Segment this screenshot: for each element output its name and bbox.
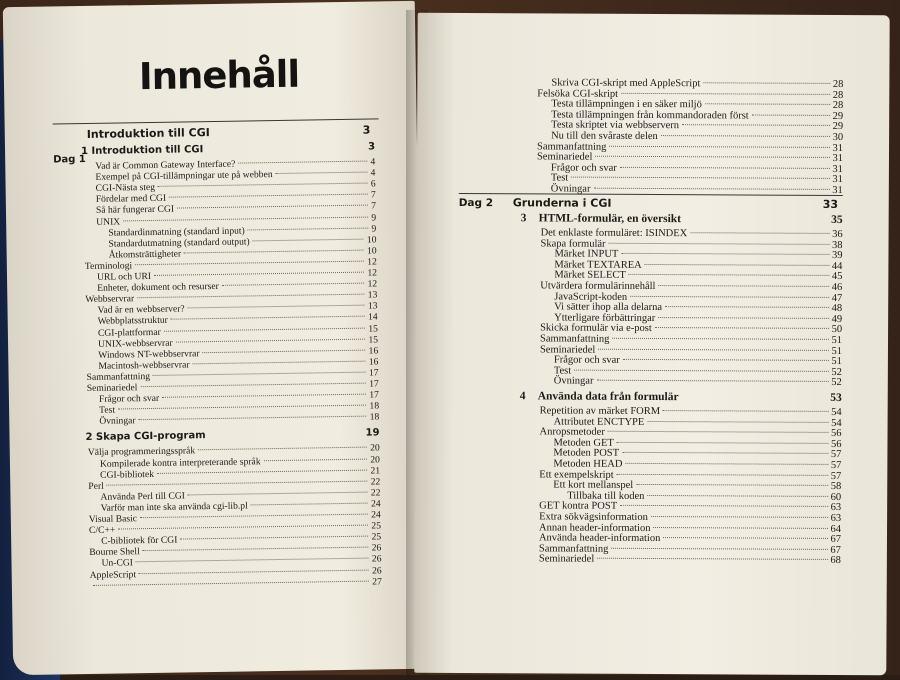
toc-entry-page: 51 (831, 345, 842, 357)
toc-leader-dots (203, 349, 366, 353)
toc-entry-page: 15 (368, 334, 379, 346)
toc-leader-dots (137, 294, 365, 299)
toc-entry-page: 38 (831, 239, 843, 251)
toc-leader-dots (622, 452, 828, 454)
toc-entry-title: AppleScript (89, 568, 137, 581)
toc-entry-page: 58 (830, 481, 842, 493)
toc-entry-page: 31 (832, 163, 843, 175)
toc-entry-title: Ett exempelskript (539, 469, 614, 481)
toc-leader-dots (630, 295, 829, 297)
toc-entry-page: 57 (830, 459, 842, 471)
toc-leader-dots (154, 272, 364, 276)
toc-leader-dots (574, 369, 828, 371)
toc-entry-page: 18 (369, 411, 380, 423)
toc-entry-title: Sammanfattning (86, 370, 151, 383)
toc-entry-page: 51 (831, 356, 842, 368)
toc-entry-page: 16 (368, 356, 379, 368)
toc-entry-title: 2 Skapa CGI-program (85, 430, 206, 444)
toc-entry-title: Kompilerade kontra interpreterande språk (99, 455, 261, 470)
toc-leader-dots (682, 125, 830, 127)
toc-leader-dots (617, 442, 828, 444)
toc-entry-title: C/C++ (88, 524, 116, 537)
toc-entry-title: Använda Perl till CGI (100, 490, 186, 503)
toc-leader-dots (276, 172, 368, 174)
toc-entry-title: Så här fungerar CGI (95, 204, 175, 217)
toc-entry-page: 30 (832, 131, 844, 143)
toc-entry-title: Anropsmetoder (539, 426, 605, 438)
chapter-heading (520, 390, 842, 404)
toc-leader-dots (162, 394, 366, 398)
toc-entry-page: 26 (371, 564, 382, 577)
toc-entry-title: Det enklaste formuläret: ISINDEX (540, 227, 688, 240)
toc-entry-page: 31 (832, 153, 844, 165)
toc-entry-page: 7 (370, 189, 376, 201)
toc-entry-page: 26 (371, 542, 382, 554)
toc-entry-page: 67 (830, 534, 842, 546)
toc-leader-dots (598, 348, 828, 350)
chapter-title: Använda data från formulär (537, 390, 679, 404)
toc-leader-dots (180, 536, 368, 540)
toc-leader-dots (184, 249, 364, 253)
toc-entry-page: 60 (830, 491, 842, 503)
toc-entry-title: Frågor och svar (550, 162, 617, 174)
toc-entry-title: UNIX (96, 215, 121, 228)
dag-label: Dag 1 (53, 153, 86, 166)
toc-entry-title: GET kontra POST (539, 500, 618, 513)
toc-leader-dots (655, 327, 829, 329)
toc-leader-dots (609, 145, 829, 147)
toc-leader-dots (171, 316, 365, 320)
toc-entry-title: Testa skriptet via webbservern (551, 119, 680, 132)
toc-entry-title: Vad är en webbserver? (97, 303, 185, 317)
toc-entry-page: 20 (370, 442, 380, 454)
toc-leader-dots (705, 103, 830, 105)
toc-entry-page: 68 (830, 555, 841, 567)
dag-page: 3 (362, 123, 371, 137)
toc-entry-title: Skapa formulär (540, 238, 606, 250)
toc-leader-dots (661, 135, 830, 137)
toc-entry-title: Sammanfattning (539, 333, 610, 345)
toc-entry-title: Skriva CGI-skript med AppleScript (551, 77, 701, 90)
toc-entry-title: Övningar (550, 183, 591, 195)
toc-entry-page: 7 (371, 200, 377, 212)
toc-entry-title: Enheter, dokument och resurser (97, 281, 219, 294)
toc-entry-title: Fördelar med CGI (95, 193, 167, 206)
toc-entry-page: 56 (831, 428, 842, 440)
toc-entry-title: Ett kort mellanspel (553, 479, 634, 492)
toc-leader-dots (654, 527, 828, 529)
toc-entry-title: Exempel på CGI-tillämpningar ute på webben (95, 169, 273, 183)
toc-leader-dots (621, 92, 830, 94)
toc-entry-page: 22 (370, 487, 381, 499)
toc-entry-title: Seminariedel (536, 151, 593, 163)
toc-leader-dots (140, 383, 366, 388)
toc-entry-page: 19 (365, 427, 380, 440)
toc-entry-page: 15 (368, 322, 378, 335)
toc-entry-title: Visual Basic (88, 513, 138, 525)
toc-entry-title: UNIX-webbservrar (97, 337, 173, 350)
toc-leader-dots (617, 473, 828, 475)
toc-leader-dots (164, 327, 366, 331)
toc-entry-title: Skicka formulär via e-post (540, 322, 652, 335)
toc-entry-page: 24 (370, 498, 381, 510)
toc-leader-dots (253, 238, 364, 241)
toc-entry-title: Varför man inte ska använda cgi-lib.pl (100, 500, 248, 514)
toc-entry-title: Macintosh-webbservrar (98, 359, 190, 372)
toc-entry-page: 51 (831, 334, 843, 346)
toc-entry-title: Extra sökvägsinformation (539, 511, 648, 523)
toc-entry-page: 28 (832, 89, 844, 101)
toc-entry-page: 13 (367, 300, 378, 312)
toc-leader-dots (136, 558, 369, 563)
toc-entry-page: 67 (830, 544, 841, 556)
toc-entry-page: 63 (830, 502, 842, 514)
toc-leader-dots (658, 285, 828, 287)
toc-entry-title: C-bibliotek för CGI (101, 534, 178, 547)
toc-leader-dots (636, 484, 828, 486)
page-title: Innehåll (138, 52, 300, 99)
toc-entry-page: 57 (830, 470, 842, 482)
toc-entry-page: 16 (368, 345, 379, 357)
toc-leader-dots (658, 317, 828, 319)
toc-entry-page: 39 (831, 250, 843, 262)
toc-leader-dots (118, 405, 367, 410)
toc-entry-page: 26 (371, 553, 382, 565)
toc-entry-page: 44 (831, 260, 843, 272)
toc-entry-title: CGI-Nästa steg (95, 182, 156, 195)
toc-leader-dots (193, 360, 366, 364)
toc-leader-dots (177, 205, 368, 209)
toc-leader-dots (143, 547, 369, 552)
toc-leader-dots (663, 410, 828, 412)
toc-entry-title: Perl (88, 480, 104, 492)
toc-entry-title: Tillbaka till koden (567, 490, 645, 502)
toc-leader-dots (597, 558, 827, 560)
toc-entry-title: Metoden HEAD (553, 458, 623, 470)
toc-entry-page: 17 (369, 389, 380, 401)
dag-label: Dag 2 (458, 196, 494, 210)
toc-entry-title: Märket SELECT (554, 269, 626, 282)
toc-entry (85, 428, 379, 444)
toc-entry-page: 25 (371, 520, 382, 532)
toc-entry-title: Utvärdera formulärinnehåll (540, 280, 656, 293)
toc-entry-title: Övningar (99, 415, 136, 428)
toc-leader-dots (118, 525, 368, 530)
toc-entry-title: Test (99, 404, 116, 417)
left-page (3, 1, 425, 675)
toc-entry-page: 57 (830, 449, 842, 461)
toc-entry-title: Seminariedel (86, 382, 138, 395)
toc-leader-dots (620, 167, 830, 169)
toc-entry-page: 17 (369, 378, 379, 390)
toc-leader-dots (198, 447, 367, 451)
toc-leader-dots (140, 514, 368, 519)
toc-leader-dots (264, 458, 368, 461)
toc-leader-dots (651, 516, 828, 518)
toc-entry-title: Övningar (553, 375, 594, 388)
toc-leader-dots (647, 421, 828, 423)
toc-leader-dots (609, 242, 829, 244)
toc-entry-page: 12 (367, 278, 378, 290)
toc-entry-title: Seminariedel (538, 553, 595, 566)
chapter-page: 53 (830, 391, 842, 404)
toc-entry-page: 48 (831, 303, 843, 315)
toc-entry-title: Felsöka CGI-skript (537, 87, 619, 100)
toc-entry-page: 31 (832, 174, 843, 186)
toc-entry-page: 28 (832, 78, 844, 90)
toc-entry-page: 64 (830, 523, 842, 535)
toc-leader-dots (663, 537, 827, 539)
toc-leader-dots (595, 156, 829, 158)
toc-entry-title: Sammanfattning (538, 543, 609, 555)
toc-leader-dots (665, 306, 829, 308)
toc-entry-page: 63 (830, 512, 842, 524)
toc-entry-title: Bourne Shell (89, 546, 140, 559)
toc-entry (81, 141, 375, 157)
toc-entry-page: 12 (367, 267, 378, 279)
dag-page: 33 (822, 197, 839, 211)
toc-leader-dots (571, 177, 829, 179)
toc-entry-page: 25 (371, 531, 382, 543)
toc-entry-page: 52 (831, 366, 842, 378)
toc-entry-page: 54 (831, 406, 842, 418)
toc-entry-page: 49 (831, 313, 843, 325)
toc-entry-page: 10 (366, 234, 377, 246)
toc-leader-dots (157, 469, 368, 473)
toc-entry-title: Märket INPUT (554, 248, 619, 261)
toc-entry-title: CGI-plattformar (97, 326, 161, 339)
toc-entry-title: URL och URI (96, 270, 152, 283)
toc-entry-page: 29 (832, 110, 844, 122)
toc-entry-title: Repetition av märket FORM (539, 405, 661, 418)
toc-entry-title: Testa tillämpningen i en säker miljö (551, 98, 702, 111)
toc-entry-page: 31 (832, 142, 844, 154)
toc-leader-dots (647, 495, 827, 497)
toc-leader-dots (158, 183, 368, 187)
toc-entry-page: 14 (368, 311, 378, 323)
toc-leader-dots (135, 261, 364, 266)
toc-entry-page: 28 (832, 100, 844, 112)
toc-entry-title: Annan header-information (539, 522, 651, 534)
toc-leader-dots (608, 431, 828, 433)
toc-entry-page: 46 (831, 281, 843, 293)
right-page (414, 13, 889, 675)
toc-entry-page: 6 (370, 178, 376, 190)
toc-entry-title: Attributet ENCTYPE (553, 416, 645, 428)
toc-leader-dots (123, 216, 368, 221)
toc-entry-page: 12 (367, 256, 377, 268)
toc-leader-dots (629, 274, 829, 276)
toc-entry-title: Välja programmeringsspråk (87, 445, 196, 459)
toc-entry-page: 54 (831, 417, 842, 429)
toc-leader-dots (169, 194, 368, 198)
toc-entry-title: Vad är Common Gateway Interface? (95, 158, 236, 172)
toc-leader-dots (620, 505, 828, 507)
toc-entry-title: Vi sätter ihop alla delarna (554, 301, 663, 314)
toc-leader-dots (238, 161, 367, 164)
toc-entry-page: 20 (370, 453, 381, 466)
chapter-title: HTML-formulär, en översikt (538, 212, 682, 226)
chapter-page: 35 (831, 213, 843, 226)
toc-entry-page: 17 (368, 367, 379, 379)
dag-title: Introduktion till CGI (86, 126, 210, 141)
toc-entry-page: 3 (367, 141, 376, 153)
toc-entry-page: 9 (371, 211, 377, 224)
toc-entry-title: Test (553, 365, 572, 377)
toc-leader-dots (752, 114, 830, 115)
toc-entry-page: 31 (832, 184, 843, 196)
toc-entry-title: Terminologi (84, 260, 133, 272)
toc-entry-page: 21 (370, 465, 381, 477)
toc-entry-title: CGI-bibliotek (100, 468, 155, 481)
toc-leader-dots (209, 433, 363, 435)
toc-entry-page: 9 (371, 223, 377, 235)
toc-leader-dots (188, 491, 368, 495)
toc-entry-title: Sammanfattning (537, 140, 607, 153)
toc-entry-page: 4 (370, 156, 376, 168)
toc-entry-title: Seminariedel (539, 344, 596, 356)
toc-entry-title: JavaScript-koden (554, 291, 628, 303)
toc-leader-dots (703, 82, 829, 84)
dag-title: Grunderna i CGI (512, 196, 612, 210)
toc-entry-title: Test (550, 172, 569, 184)
toc-leader-dots (107, 480, 368, 485)
toc-entry-title: Metoden POST (553, 447, 620, 460)
toc-leader-dots (623, 359, 829, 361)
toc-entry-title: Metoden GET (553, 437, 614, 449)
toc-entry-page: 29 (832, 121, 844, 133)
toc-entry-page: 45 (831, 271, 843, 283)
toc-entry-title: Frågor och svar (553, 354, 620, 367)
toc-entry-title: Standardinmatning (standard input) (108, 225, 245, 239)
toc-leader-dots (153, 372, 366, 376)
toc-entry-title: Nu till den svåraste delen (551, 130, 658, 143)
toc-leader-dots (611, 548, 827, 550)
toc-leader-dots (248, 227, 369, 230)
toc-entry-title: Un-CGI (101, 557, 134, 570)
toc-leader-dots (621, 253, 829, 255)
toc-entry-title: Webbservrar (85, 293, 135, 306)
toc-leader-dots (188, 305, 365, 309)
chapter-number: 3 (520, 212, 527, 225)
toc-entry (539, 554, 841, 568)
toc-entry-page: 18 (369, 400, 380, 412)
toc-entry-page: 22 (370, 476, 381, 488)
toc-leader-dots (139, 416, 367, 421)
toc-leader-dots (596, 380, 828, 382)
title-rule (53, 118, 379, 124)
toc-entry-title: Webbplatsstruktur (97, 315, 168, 328)
toc-entry-title: Åtkomsträttigheter (108, 248, 182, 261)
toc-leader-dots (625, 463, 827, 465)
toc-entry-title: Standardutmatning (standard output) (108, 236, 250, 250)
chapter-spacer (684, 219, 828, 220)
toc-entry-page: 13 (367, 289, 378, 301)
toc-entry-page: 10 (366, 245, 377, 257)
toc-entry-page: 4 (370, 167, 376, 179)
toc-entry-title: Ytterligare förbättringar (554, 312, 656, 324)
toc-leader-dots (206, 147, 365, 149)
toc-leader-dots (612, 338, 828, 340)
toc-entry-title: Märket TEXTAREA (554, 259, 642, 271)
toc-leader-dots (645, 264, 829, 266)
toc-leader-dots (139, 569, 369, 574)
chapter-spacer (682, 397, 828, 398)
toc-entry-title: Windows NT-webbservrar (98, 347, 200, 361)
toc-entry-title: Frågor och svar (98, 392, 160, 405)
toc-leader-dots (222, 283, 365, 286)
toc-leader-dots (176, 338, 366, 342)
toc-leader-dots (251, 502, 368, 505)
toc-entry-title: 1 Introduktion till CGI (80, 144, 204, 158)
toc-entry-page: 24 (371, 509, 381, 521)
toc-entry-page: 47 (831, 292, 843, 304)
toc-entry-page: 50 (831, 324, 843, 336)
toc-leader-dots (690, 232, 829, 234)
toc-entry-title: Använda header-information (538, 532, 661, 545)
chapter-number: 4 (519, 390, 526, 403)
toc-entry-page: 52 (831, 377, 842, 389)
toc-entry-title: Testa tillämpningen från kommandoraden först (551, 109, 749, 122)
toc-entry (554, 376, 842, 390)
toc-leader-dots (93, 580, 369, 585)
chapter-heading (521, 212, 843, 226)
toc-leader-dots (593, 188, 829, 190)
toc-entry-page: 27 (372, 575, 382, 588)
toc-entry-page: 56 (830, 438, 842, 450)
toc-entry-page: 36 (832, 228, 843, 240)
